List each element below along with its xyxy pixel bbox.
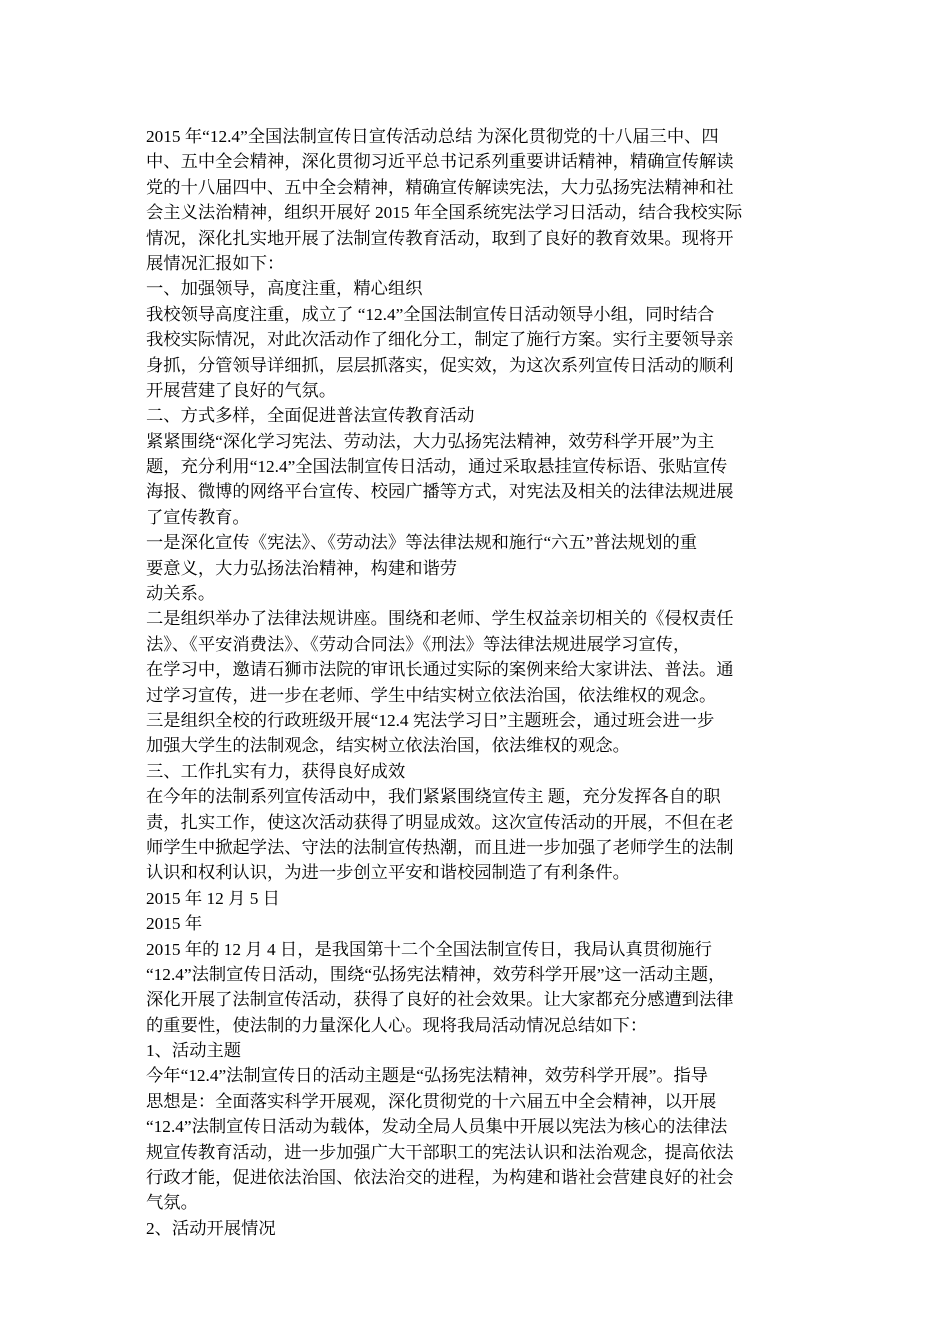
text-line: 会主义法治精神，组织开展好 2015 年全国系统宪法学习日活动，结合我校实际 bbox=[146, 203, 743, 223]
text-line: 责，扎实工作，使这次活动获得了明显成效。这次宣传活动的开展，不但在老 bbox=[146, 812, 734, 832]
text-line: 三是组织全校的行政班级开展“12.4 宪法学习日”主题班会，通过班会进一步 bbox=[146, 710, 715, 730]
text-line: 二是组织举办了法律法规讲座。围绕和老师、学生权益亲切相关的《侵权责任 bbox=[146, 609, 734, 629]
text-line: 开展营建了良好的气氛。 bbox=[146, 380, 337, 400]
section-heading: 2、活动开展情况 bbox=[146, 1218, 276, 1238]
text-line: 法》、《平安消费法》、《劳动合同法》《刑法》等法律法规进展学习宣传， bbox=[146, 634, 691, 654]
year-line: 2015 年 bbox=[146, 914, 203, 934]
text-line: 要意义，大力弘扬法治精神，构建和谐劳 bbox=[146, 558, 458, 578]
text-line: 我校实际情况，对此次活动作了细化分工，制定了施行方案。实行主要领导亲 bbox=[146, 330, 734, 350]
text-line: 行政才能，促进依法治国、依法治交的进程，为构建和谐社会营建良好的社会 bbox=[146, 1168, 734, 1188]
document-body bbox=[146, 124, 806, 1241]
text-line: 气氛。 bbox=[146, 1193, 198, 1213]
section-heading: 三、工作扎实有力，获得良好成效 bbox=[146, 761, 406, 781]
text-line: 过学习宣传，进一步在老师、学生中结实树立依法治国，依法维权的观念。 bbox=[146, 685, 717, 705]
text-line: 题，充分利用“12.4”全国法制宣传日活动，通过采取悬挂宣传标语、张贴宣传 bbox=[146, 457, 728, 477]
text-line: 党的十八届四中、五中全会精神，精确宣传解读宪法，大力弘扬宪法精神和社 bbox=[146, 177, 734, 197]
text-line: 师学生中掀起学法、守法的法制宣传热潮，而且进一步加强了老师学生的法制 bbox=[146, 837, 734, 857]
section-heading: 1、活动主题 bbox=[146, 1041, 242, 1061]
text-line: 深化开展了法制宣传活动，获得了良好的社会效果。让大家都充分感遭到法律 bbox=[146, 990, 734, 1010]
text-line: 情况，深化扎实地开展了法制宣传教育活动，取到了良好的教育效果。现将开 bbox=[146, 228, 734, 248]
text-line: 紧紧围绕“深化学习宪法、劳动法，大力弘扬宪法精神，效劳科学开展”为主 bbox=[146, 431, 715, 451]
text-line: 规宣传教育活动，进一步加强广大干部职工的宪法认识和法治观念，提高依法 bbox=[146, 1142, 734, 1162]
section-heading: 一、加强领导，高度注重，精心组织 bbox=[146, 279, 423, 299]
text-line: 了宣传教育。 bbox=[146, 507, 250, 527]
text-line: 海报、微博的网络平台宣传、校园广播等方式，对宪法及相关的法律法规进展 bbox=[146, 482, 734, 502]
text-line: 的重要性，使法制的力量深化人心。现将我局活动情况总结如下： bbox=[146, 1015, 648, 1035]
text-line: “12.4”法制宣传日活动为载体，发动全局人员集中开展以宪法为核心的法律法 bbox=[146, 1117, 728, 1137]
text-line: 加强大学生的法制观念，结实树立依法治国，依法维权的观念。 bbox=[146, 736, 630, 756]
section-heading: 二、方式多样，全面促进普法宣传教育活动 bbox=[146, 406, 475, 426]
text-line: 一是深化宣传《宪法》、《劳动法》等法律法规和施行“六五”普法规划的重 bbox=[146, 533, 698, 553]
text-line: “12.4”法制宣传日活动，围绕“弘扬宪法精神，效劳科学开展”这一活动主题， bbox=[146, 964, 726, 984]
text-line: 中、五中全会精神，深化贯彻习近平总书记系列重要讲话精神，精确宣传解读 bbox=[146, 152, 734, 172]
text-line: 身抓，分管领导详细抓，层层抓落实，促实效，为这次系列宣传日活动的顺利 bbox=[146, 355, 734, 375]
text-line: 在学习中，邀请石狮市法院的审讯长通过实际的案例来给大家讲法、普法。通 bbox=[146, 660, 734, 680]
text-line: 今年“12.4”法制宣传日的活动主题是“弘扬宪法精神，效劳科学开展”。指导 bbox=[146, 1066, 709, 1086]
text-line: 我校领导高度注重，成立了 “12.4”全国法制宣传日活动领导小组，同时结合 bbox=[146, 304, 715, 324]
date-line: 2015 年 12 月 5 日 bbox=[146, 888, 280, 908]
text-line: 展情况汇报如下： bbox=[146, 253, 285, 273]
text-line: 2015 年的 12 月 4 日，是我国第十二个全国法制宣传日，我局认真贯彻施行 bbox=[146, 939, 712, 959]
text-line: 2015 年“12.4”全国法制宣传日宣传活动总结 为深化贯彻党的十八届三中、四 bbox=[146, 127, 719, 146]
text-line: 在今年的法制系列宣传活动中，我们紧紧围绕宣传主 题，充分发挥各自的职 bbox=[146, 787, 721, 807]
text-line: 动关系。 bbox=[146, 584, 216, 604]
text-line: 思想是：全面落实科学开展观，深化贯彻党的十六届五中全会精神，以开展 bbox=[146, 1091, 717, 1111]
text-line: 认识和权利认识，为进一步创立平安和谐校园制造了有利条件。 bbox=[146, 863, 630, 883]
